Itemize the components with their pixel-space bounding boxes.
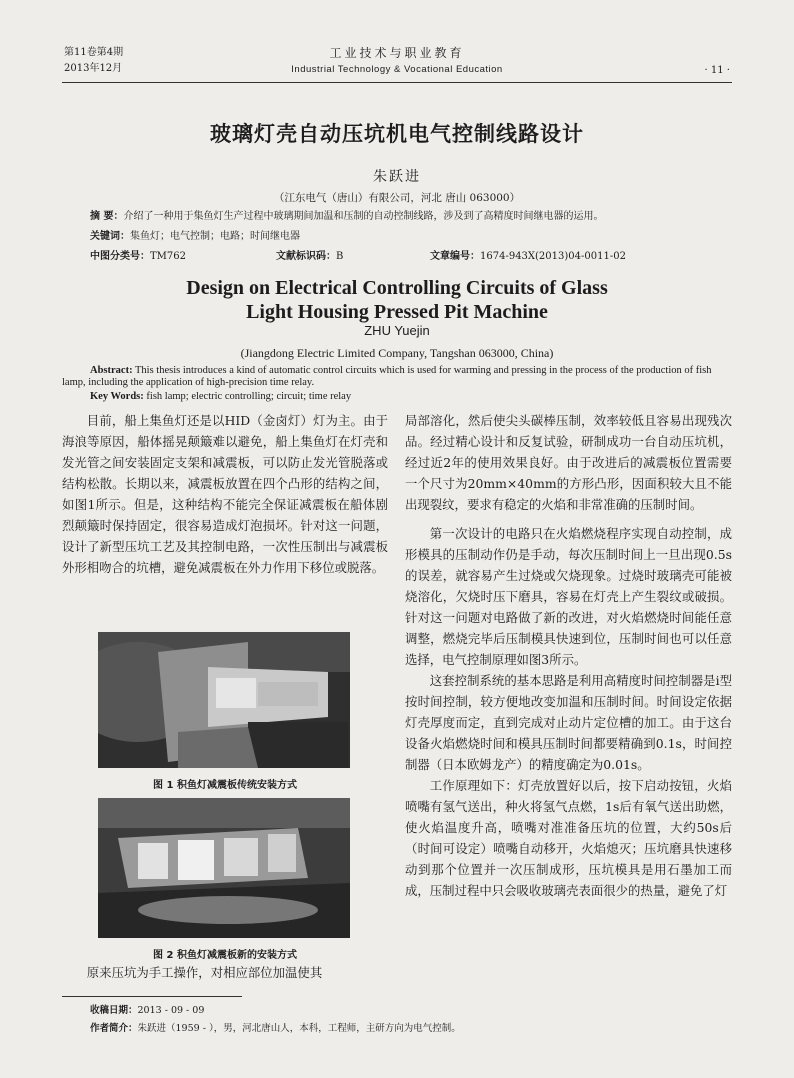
title-cn: 玻璃灯壳自动压坑机电气控制线路设计	[210, 122, 584, 146]
right-column-body	[405, 410, 732, 901]
clc-value: TM762	[150, 251, 186, 262]
author-bio-label: 作者简介：	[90, 1023, 138, 1034]
body-paragraph: 局部溶化，然后使尖头碳棒压制，效率较低且容易出现残次品。经过精心设计和反复试验，研制成功一台自动压坑机，经过近2年的使用效果良好。由于改进后的减震板位置需要一个尺寸为20mm×40mm的方形凸形，因面积较大且不能出现裂纹，要求有稳定的火焰和非常准确的压制时间。	[405, 413, 732, 512]
doc-code	[276, 250, 343, 264]
volume-issue: 第11卷第4期	[64, 47, 124, 58]
article-number-label: 文章编号：	[430, 251, 480, 262]
received-value: 2013 - 09 - 09	[137, 1005, 205, 1016]
figure-2-caption: 图 2 积鱼灯减震板新的安装方式	[153, 950, 297, 961]
journal-title-en: Industrial Technology & Vocational Education	[291, 64, 503, 75]
affiliation-cn: （江东电气（唐山）有限公司，河北 唐山 063000）	[273, 192, 521, 204]
figure-1-photo	[98, 632, 350, 768]
issue-date: 2013年12月	[64, 63, 123, 74]
abstract-en-label: Abstract:	[90, 365, 133, 376]
keywords-en-text: fish lamp; electric controlling; circuit; time relay	[143, 391, 352, 402]
abstract-cn-text: 介绍了一种用于集鱼灯生产过程中玻璃期间加温和压制的自动控制线路，涉及到了高精度时间继电器的运用。	[123, 211, 604, 222]
abstract-en-text: This thesis introduces a kind of automatic control circuits which is used for warming and pressing in the process of the production of fish lamp, including the application of high-precision time relay.	[62, 365, 712, 388]
journal-title-cn: 工业技术与职业教育	[329, 46, 465, 60]
body-paragraph-tail: 原来压坑为手工操作，对相应部位加温使其	[86, 965, 323, 980]
figure-1-caption: 图 1 积鱼灯减震板传统安装方式	[153, 780, 297, 791]
left-column-body	[62, 410, 388, 578]
title-en-line2: Light Housing Pressed Pit Machine	[246, 301, 548, 323]
left-column-tail	[62, 962, 388, 983]
abstract-en	[62, 365, 732, 389]
abstract-cn	[90, 210, 730, 224]
keywords-cn-label: 关键词：	[90, 231, 130, 242]
author-bio-text: 朱跃进（1959 - ），男，河北唐山人，本科，工程师，主研方向为电气控制。	[137, 1023, 461, 1034]
author-en: ZHU Yuejin	[364, 323, 430, 338]
doc-code-label: 文献标识码：	[276, 251, 336, 262]
header-rule	[62, 82, 732, 83]
keywords-en-label: Key Words:	[90, 391, 144, 402]
article-number	[430, 250, 626, 264]
figure-2-image	[98, 798, 350, 938]
body-paragraph: 工作原理如下：灯壳放置好以后，按下启动按钮，火焰喷嘴有氢气送出，种火将氢气点燃，1s后有氧气送出助燃，使火焰温度升高，喷嘴对准准备压坑的位置，大约50s后（时间可设定）喷嘴自动移开，火焰熄灭；压坑磨具快速移动到那个位置并一次压制成形，压坑模具是用石墨加工而成，压制过程中只会吸收玻璃壳表面很少的热量，避免了灯	[405, 778, 732, 898]
received-date	[90, 1004, 204, 1018]
figure-1-image	[98, 632, 350, 768]
clc-number	[90, 250, 186, 264]
received-label: 收稿日期：	[90, 1005, 138, 1016]
title-en-line1: Design on Electrical Controlling Circuits of Glass	[186, 277, 608, 299]
doc-code-value: B	[336, 251, 344, 262]
body-paragraph: 这套控制系统的基本思路是利用高精度时间控制器是i型按时间控制，较方便地改变加温和压制时间。时间设定依据灯壳厚度而定，直到完成对止动片定位槽的加工。由于这台设备火焰燃烧时间和模具压制时间都要精确到0.1s，时间控制器（日本欧姆龙产）的精度确定为0.01s。	[405, 673, 732, 772]
keywords-cn	[90, 230, 730, 244]
body-paragraph: 目前，船上集鱼灯还是以HID（金卤灯）灯为主。由于海浪等原因，船体摇晃颠簸难以避免，船上集鱼灯在灯壳和发光管之间安装固定支架和减震板，可以防止发光管脱落或结构松散。长期以来，减震板放置在四个凸形的结构之间，如图1所示。但是，这种结构不能完全保证减震板在船体剧烈颠簸时保持固定，很容易造成灯泡损坏。针对这一问题，设计了新型压坑工艺及其控制电路，一次性压制出与减震板外形相吻合的坑槽，避免减震板在外力作用下移位或脱落。	[62, 413, 388, 575]
keywords-en	[90, 391, 730, 403]
author-bio	[90, 1022, 730, 1036]
figure-2-photo	[98, 798, 350, 938]
clc-label: 中图分类号：	[90, 251, 150, 262]
article-number-value: 1674-943X(2013)04-0011-02	[480, 251, 626, 262]
body-paragraph: 第一次设计的电路只在火焰燃烧程序实现自动控制，成形模具的压制动作仍是手动，每次压制时间上一旦出现0.5s的误差，就容易产生过烧或欠烧现象。过烧时玻璃壳可能被烧溶化，欠烧时压下磨具，容易在灯壳上产生裂纹或破损。针对这一问题对电路做了新的改进，对火焰燃烧时间能任意调整，燃烧完毕后压制模具快速到位，压制时间也可以任意选择，电气控制原理如图3所示。	[405, 526, 732, 667]
keywords-cn-text: 集鱼灯；电气控制；电路；时间继电器	[130, 231, 300, 242]
abstract-cn-label: 摘 要：	[90, 211, 124, 222]
affiliation-en: (Jiangdong Electric Limited Company, Tangshan 063000, China)	[240, 346, 554, 360]
author-cn: 朱跃进	[373, 169, 421, 185]
page-number: · 11 ·	[704, 65, 730, 76]
footnote-rule	[62, 996, 242, 997]
